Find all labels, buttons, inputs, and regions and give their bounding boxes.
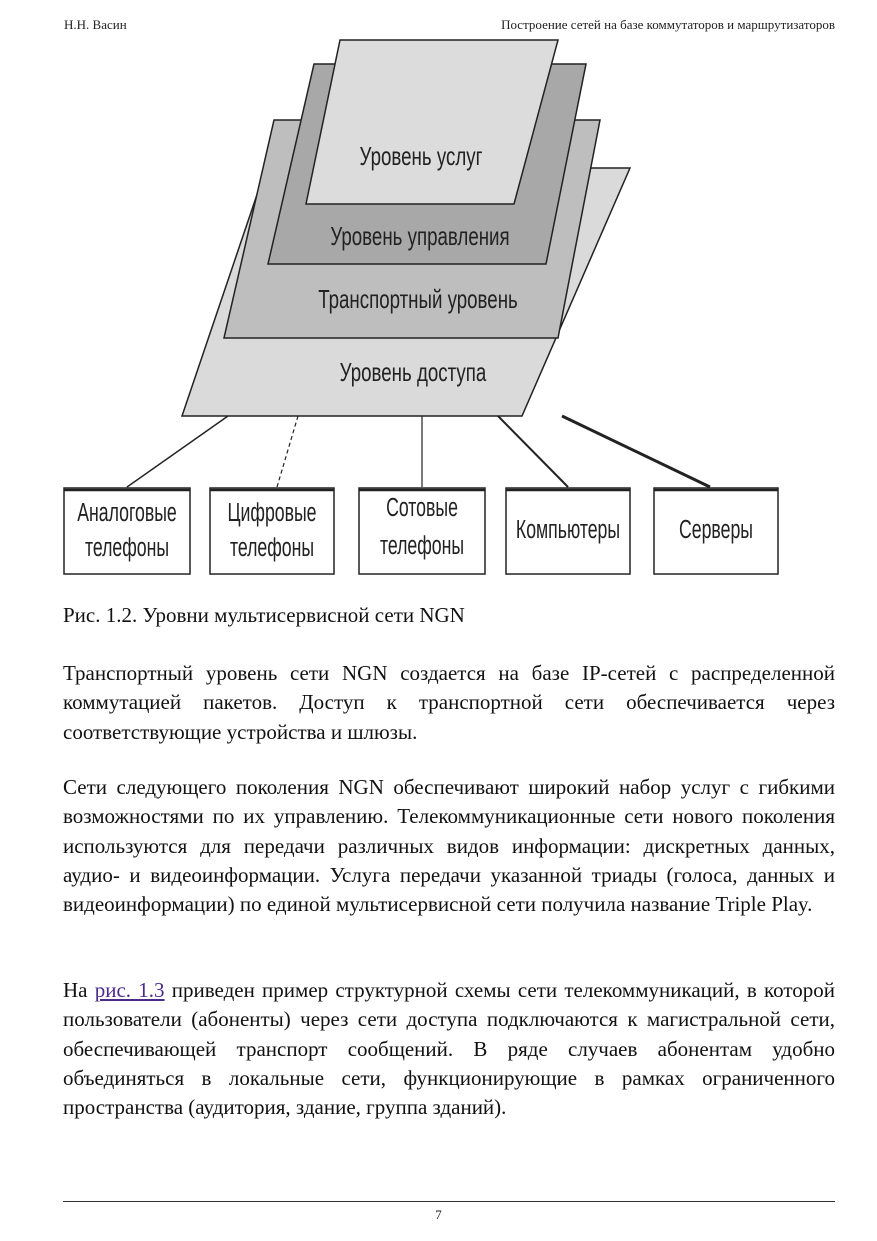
- connector-analog: [127, 416, 228, 487]
- paragraph-ngn-services: Сети следующего поколения NGN обеспечивают широкий набор услуг с гибкими возможностями по их управлению. Телекоммуникационные сети нового поколения используются для передачи различных видов информации: дискретных данных, аудио- и видеоинформации. Услуга передачи указанной триады (голоса, данных и видеоинформации) по единой мультисервисной сети получила название Triple Play.: [63, 775, 835, 917]
- device-box-mobile-phones: [359, 488, 485, 574]
- device-box-servers: [654, 488, 778, 574]
- figure-reference-link[interactable]: рис. 1.3: [94, 978, 165, 1002]
- paragraph-network-structure: [63, 976, 835, 1122]
- svg-text:Аналоговые: Аналоговые: [77, 497, 177, 527]
- paragraph-transport: Транспортный уровень сети NGN создается на базе IP-сетей с распределенной коммутацией пакетов. Доступ к транспортной сети обеспечивается через соответствующие устройства и шлюзы.: [63, 661, 835, 744]
- paragraph-body-text: приведен пример структурной схемы сети телекоммуникаций, в которой пользователи (абоненты) через сети доступа подключаются к магистральной сети, обеспечивающей транспорт сообщений. В ряде случаев абонентам удобно объединяться в локальные сети, функционирующие в рамках ограниченного пространства (аудитория, здание, группа зданий).: [63, 978, 836, 1120]
- svg-text:Цифровые: Цифровые: [227, 497, 317, 527]
- page-number: 7: [435, 1207, 442, 1222]
- layer-label-control: Уровень управления: [330, 220, 510, 251]
- connector-computers: [498, 416, 568, 487]
- header-book-title: Построение сетей на базе коммутаторов и маршрутизаторов: [501, 17, 835, 32]
- layer-services-shape: [306, 40, 558, 204]
- layer-label-access: Уровень доступа: [339, 356, 487, 387]
- svg-text:Серверы: Серверы: [679, 514, 753, 544]
- footer-divider: [63, 1201, 835, 1202]
- svg-text:телефоны: телефоны: [84, 532, 170, 562]
- paragraph-lead-word: На: [63, 978, 88, 1002]
- figure-caption: Рис. 1.2. Уровни мультисервисной сети NGN: [63, 603, 465, 627]
- svg-text:Сотовые: Сотовые: [386, 492, 458, 522]
- svg-text:телефоны: телефоны: [229, 532, 315, 562]
- device-box-computers: [506, 488, 630, 574]
- header-author: Н.Н. Васин: [64, 17, 127, 32]
- connector-servers: [562, 416, 710, 487]
- ngn-layers-figure: [58, 36, 788, 581]
- device-box-digital-phones: [210, 488, 334, 574]
- device-box-analog-phones: [64, 488, 190, 574]
- layer-label-services: Уровень услуг: [359, 140, 483, 171]
- svg-text:Компьютеры: Компьютеры: [515, 514, 621, 544]
- connector-digital: [277, 416, 298, 487]
- layer-label-transport: Транспортный уровень: [318, 283, 518, 314]
- svg-text:телефоны: телефоны: [379, 530, 465, 560]
